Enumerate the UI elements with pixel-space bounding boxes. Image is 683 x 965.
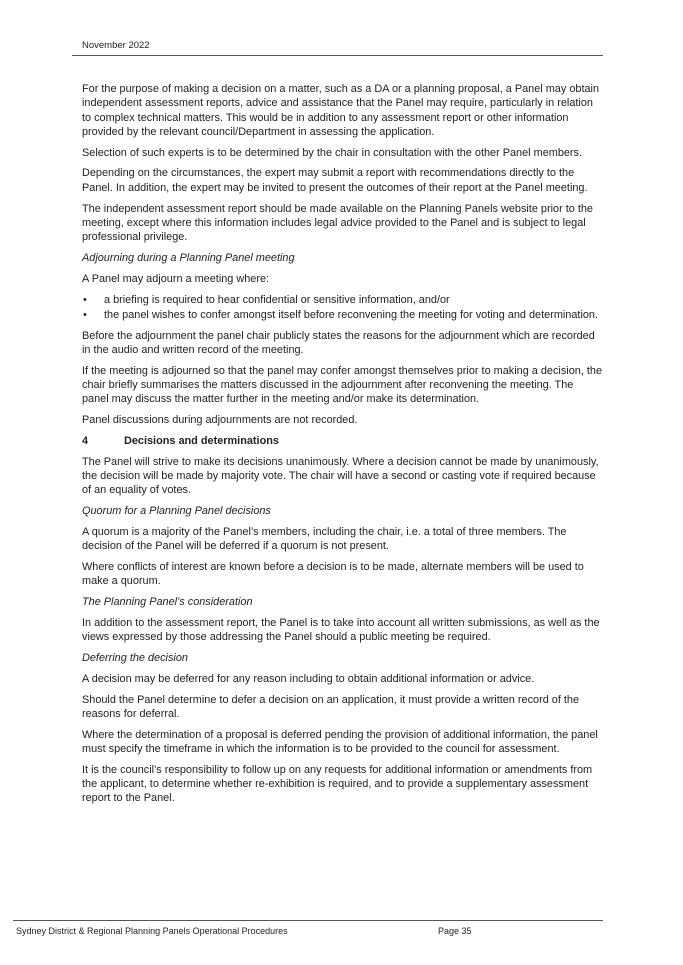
paragraph: Selection of such experts is to be determined by the chair in consultation with the other Panel members. <box>82 146 583 159</box>
paragraph: The independent assessment report should be made available on the Planning Panels website prior to the meeting, except where this information includes legal advice provided to the Panel and is subject to legal professional privilege. <box>82 202 593 244</box>
bullet-icon: • <box>83 293 87 306</box>
paragraph: Should the Panel determine to defer a decision on an application, it must provide a written record of the reasons for deferral. <box>82 693 580 720</box>
header-divider <box>72 55 603 56</box>
paragraph: In addition to the assessment report, the Panel is to take into account all written submissions, as well as the views expressed by those addressing the Panel should a public meeting be required. <box>82 616 600 644</box>
footer-divider <box>13 920 603 921</box>
subheading-deferring: Deferring the decision <box>82 652 188 664</box>
paragraph: A decision may be deferred for any reason including to obtain additional information or advice. <box>82 672 535 685</box>
paragraph: Before the adjournment the panel chair publicly states the reasons for the adjournment which are recorded in the audio and written record of the meeting. <box>82 329 595 356</box>
paragraph: Panel discussions during adjournments are not recorded. <box>82 414 358 427</box>
subheading-consideration: The Planning Panel’s consideration <box>82 596 253 609</box>
bullet-list <box>82 293 602 323</box>
list-item-text: a briefing is required to hear confidential or sensitive information, and/or <box>104 293 450 306</box>
paragraph: A quorum is a majority of the Panel’s members, including the chair, i.e. a total of three members. The decision of the Panel will be deferred if a quorum is not present. <box>82 525 567 553</box>
list-item <box>82 308 602 322</box>
paragraph: It is the council’s responsibility to follow up on any requests for additional information or amendments from the applicant, to determine whether re-exhibition is required, and to provide a supplementary assessment report to the Panel. <box>82 763 593 805</box>
section-title: Decisions and determinations <box>124 434 279 447</box>
paragraph: Where conflicts of interest are known before a decision is to be made, alternate members will be used to make a quorum. <box>82 561 584 588</box>
footer-document-title: Sydney District & Regional Planning Panels Operational Procedures <box>16 926 288 936</box>
section-heading <box>82 434 602 448</box>
paragraph: The Panel will strive to make its decisions unanimously. Where a decision cannot be made by unanimously, the decision will be made by majority vote. The chair will have a second or casting vote if required because of an equality of votes. <box>82 455 599 497</box>
page-number: Page 35 <box>438 926 472 936</box>
list-item <box>82 293 602 307</box>
paragraph: If the meeting is adjourned so that the panel may confer amongst themselves prior to making a decision, the chair briefly summarises the matters discussed in the adjournment after reconvening the meeting. The panel may discuss the matter further in the meeting and/or make its determination. <box>82 364 603 406</box>
document-body <box>82 82 602 812</box>
paragraph: For the purpose of making a decision on a matter, such as a DA or a planning proposal, a Panel may obtain independent assessment reports, advice and assistance that the Panel may require, particularly in relation to complex technical matters. This would be in addition to any assessment report or other information provided by the relevant council/Department in assessing the application. <box>82 83 600 138</box>
subheading-quorum: Quorum for a Planning Panel decisions <box>82 505 271 518</box>
section-number: 4 <box>82 434 89 447</box>
paragraph: Depending on the circumstances, the expert may submit a report with recommendations directly to the Panel. In addition, the expert may be invited to present the outcomes of their report at the Panel meeting. <box>82 167 588 194</box>
subheading-adjourning: Adjourning during a Planning Panel meeting <box>82 251 295 264</box>
header-date: November 2022 <box>82 40 150 51</box>
paragraph: Where the determination of a proposal is deferred pending the provision of additional information, the panel must specify the timeframe in which the information is to be provided to the council for assessment. <box>82 728 598 755</box>
bullet-icon: • <box>83 308 87 321</box>
paragraph: A Panel may adjourn a meeting where: <box>82 272 270 285</box>
list-item-text: the panel wishes to confer amongst itself before reconvening the meeting for voting and determination. <box>104 308 599 321</box>
